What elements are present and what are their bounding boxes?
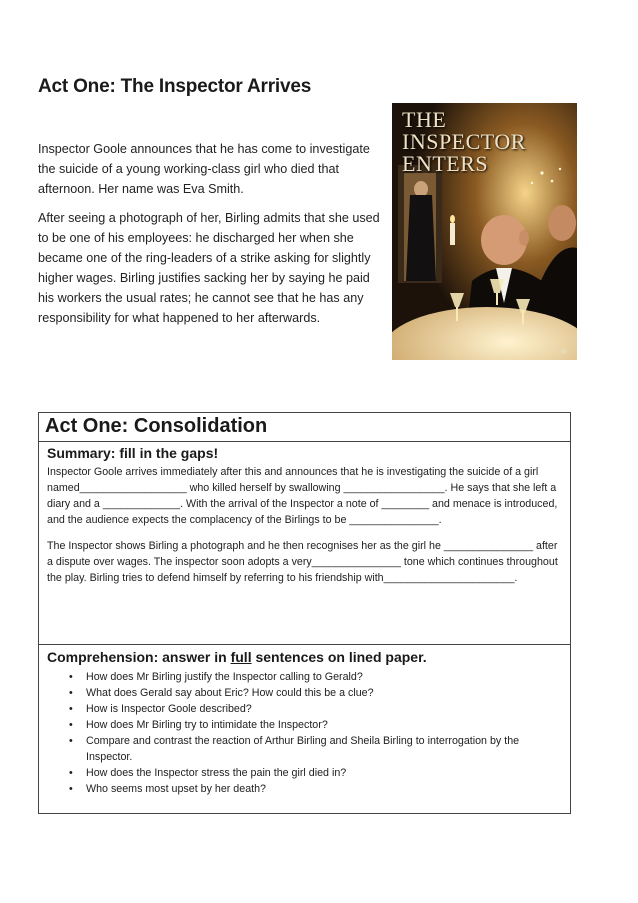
intro-paragraph-2: After seeing a photograph of her, Birling admits that she used to be one of his employees: he discharged her when she became one of the ring-leaders of a strike asking for slightly higher wages. Birling justifies sacking her by saying he paid his workers the usual rates; he cannot see that he has any responsibility for what happened to her afterwards. [38,211,380,325]
bullet-icon: • [69,703,73,715]
bullet-icon: • [69,735,73,747]
list-item [69,669,562,685]
list-item [69,765,562,781]
poster-title-line-1: THE INSPECTOR [402,107,526,154]
question-text: What does Gerald say about Eric? How could this be a clue? [86,687,374,699]
poster-title-line-2: ENTERS [402,151,489,176]
page-title: Act One: The Inspector Arrives [38,76,312,97]
question-text: Who seems most upset by her death? [86,783,266,795]
summary-section [39,442,570,645]
bullet-icon: • [69,671,73,683]
bullet-icon: • [69,687,73,699]
consolidation-heading: Act One: Consolidation [39,413,570,442]
bullet-icon: • [69,719,73,731]
question-text: How does Mr Birling justify the Inspector calling to Gerald? [86,671,363,683]
comprehension-heading-post: sentences on lined paper. [251,649,427,665]
inspector-enters-poster [392,103,577,360]
question-text: How does Mr Birling try to intimidate the Inspector? [86,719,328,731]
intro-paragraph-1: Inspector Goole announces that he has come to investigate the suicide of a young working-class girl who died that afternoon. Her name was Eva Smith. [38,142,370,196]
question-list [47,669,562,797]
comprehension-heading-underlined: full [230,649,252,665]
bullet-icon: • [69,783,73,795]
consolidation-box [38,412,571,814]
list-item [69,733,562,765]
summary-heading: Summary: fill in the gaps! [47,445,219,461]
comprehension-section [39,645,570,797]
summary-paragraph-1: Inspector Goole arrives immediately after this and announces that he is investigating the suicide of a girl named__________________ who killed herself by swallowing _________________. He says that she left a diary and a _____________. With the arrival of the Inspector a note of ________ and menace is introduced, and the audience expects the complacency of the Birlings to be _______________. [47,466,558,526]
list-item [69,717,562,733]
comprehension-heading [47,649,562,665]
intro-text [38,139,380,337]
list-item [69,685,562,701]
poster-title [402,109,574,175]
list-item [69,701,562,717]
question-text: How is Inspector Goole described? [86,703,252,715]
question-text: Compare and contrast the reaction of Arthur Birling and Sheila Birling to interrogation by the Inspector. [86,735,520,763]
bullet-icon: • [69,767,73,779]
comprehension-heading-pre: Comprehension: answer in [47,649,231,665]
summary-paragraph-2: The Inspector shows Birling a photograph and he then recognises her as the girl he _______________ after a dispute over wages. The inspector soon adopts a very_______________ tone which continues throughout the play. Birling tries to defend himself by referring to his friendship with______________________. [47,540,558,584]
question-text: How does the Inspector stress the pain the girl died in? [86,767,347,779]
list-item [69,781,562,797]
